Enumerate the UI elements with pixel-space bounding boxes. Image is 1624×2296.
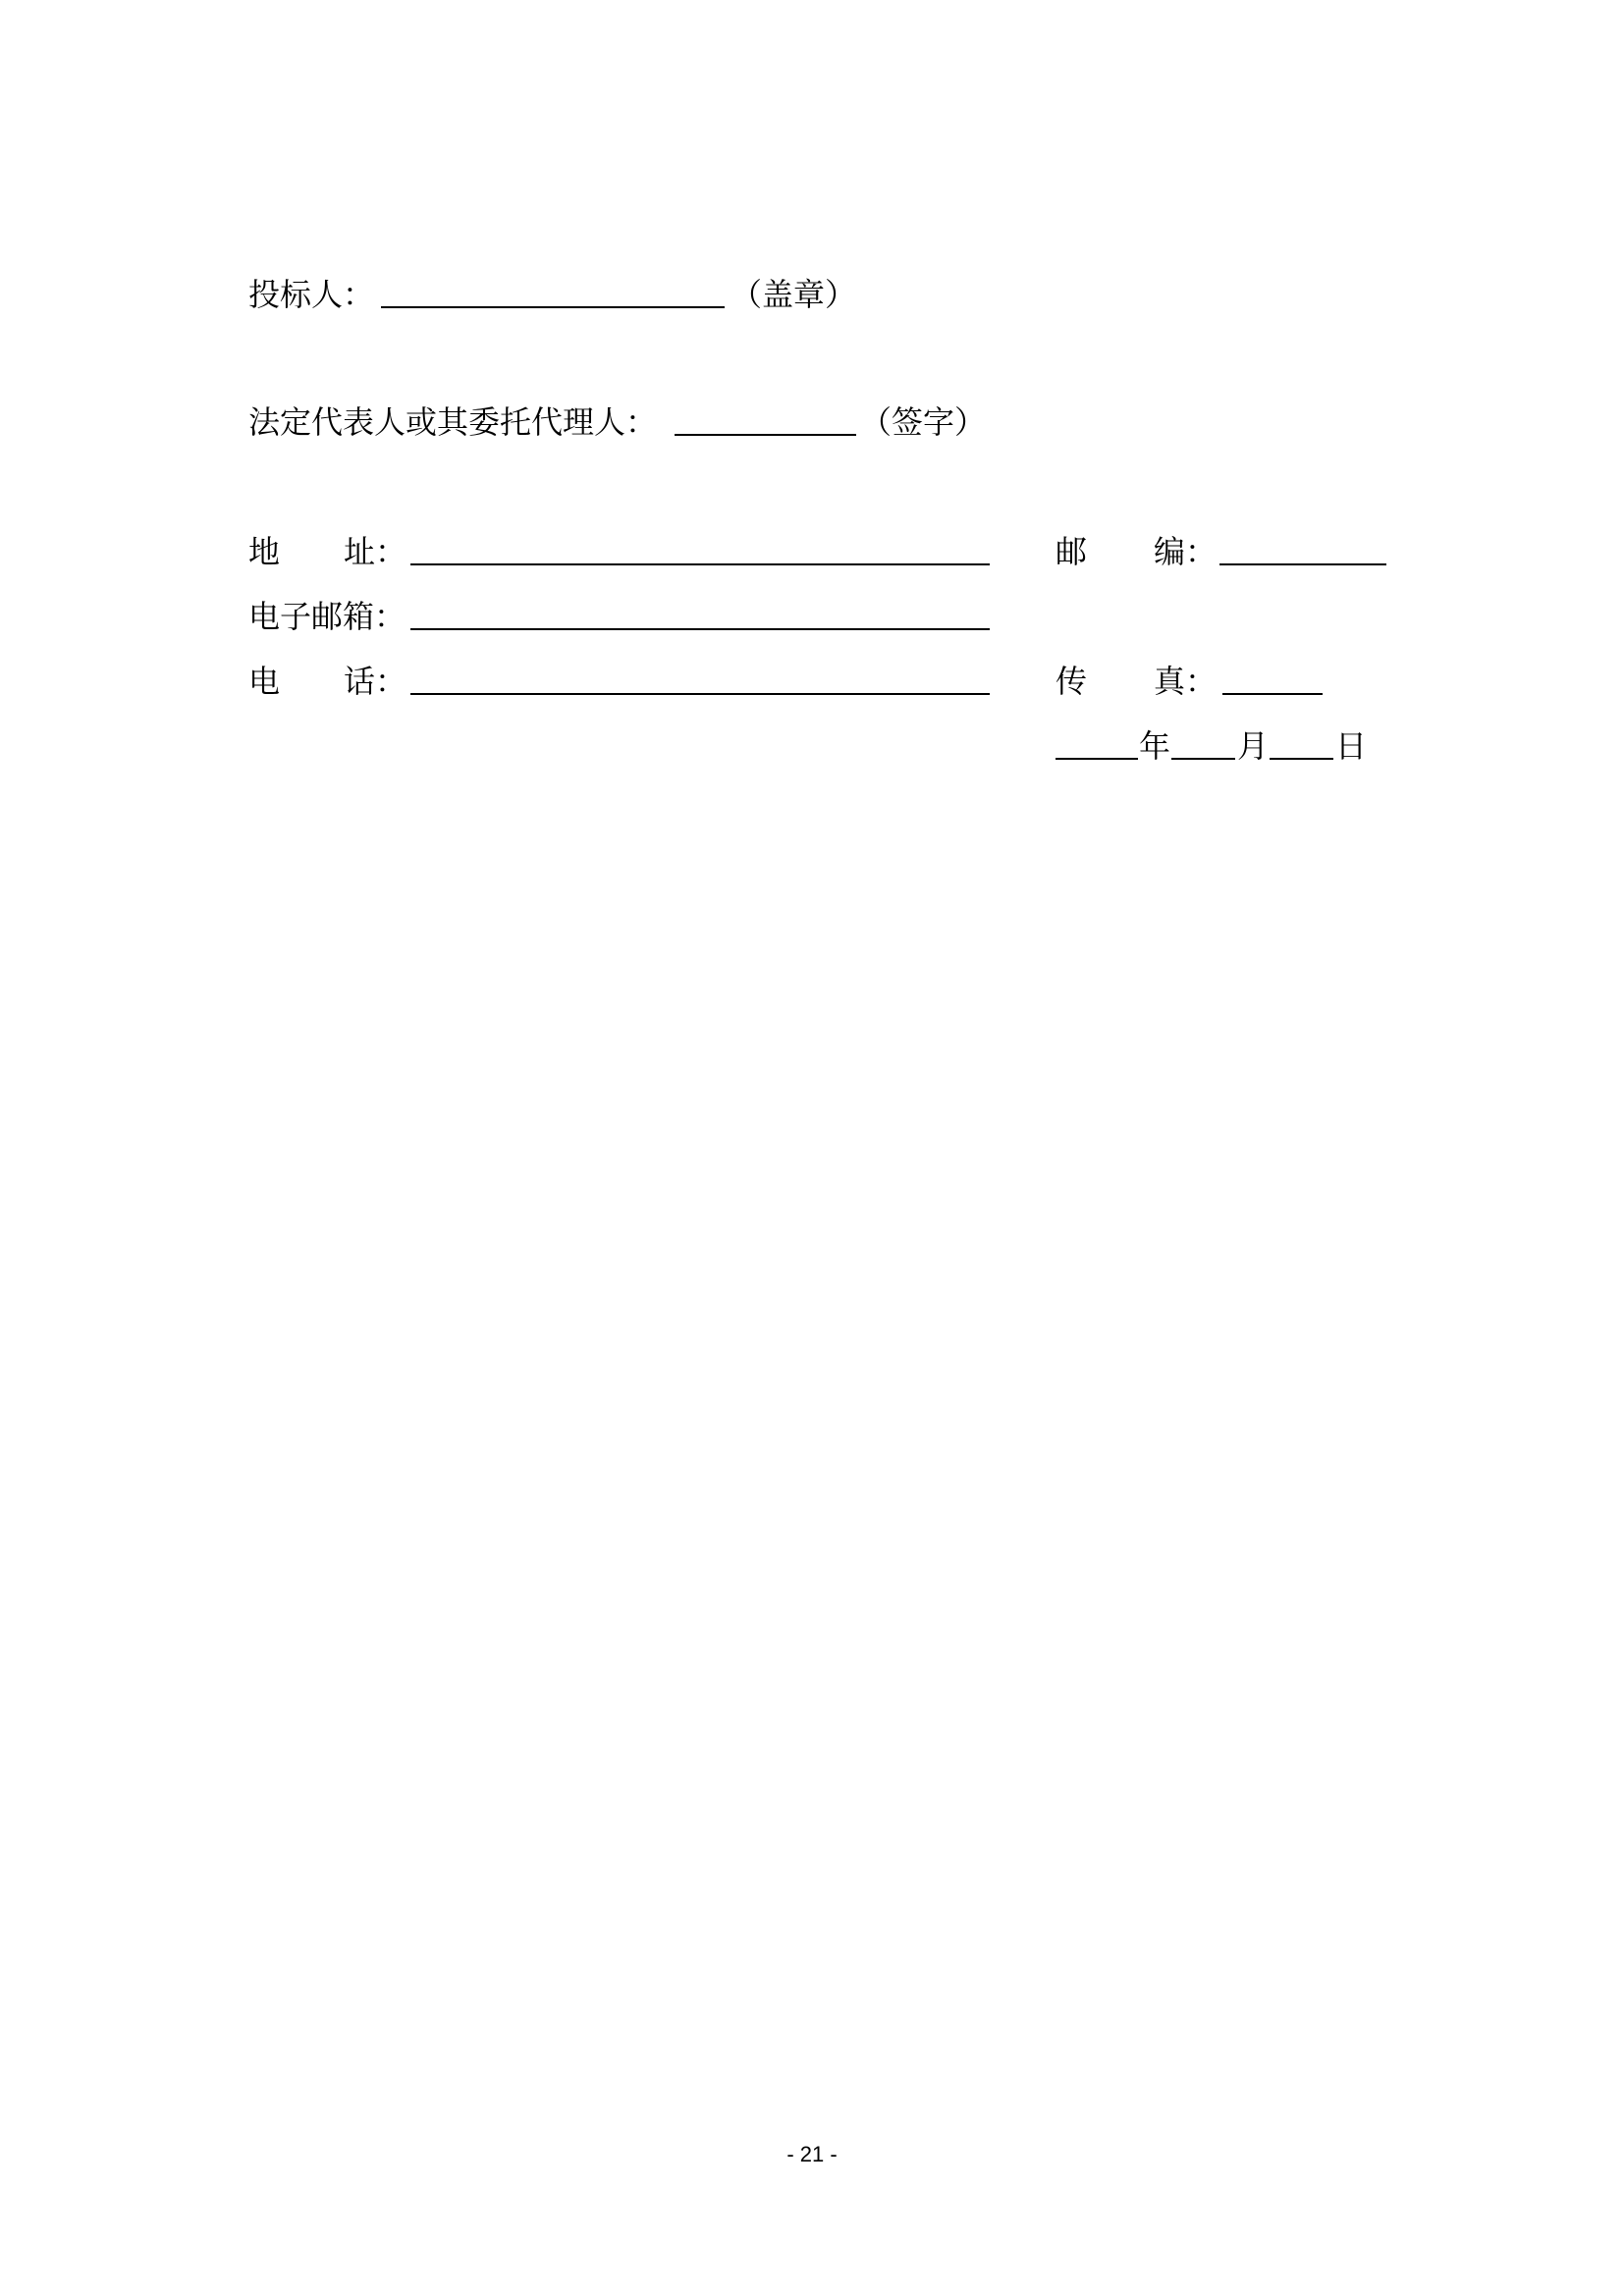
date-day-blank[interactable] (1270, 758, 1333, 760)
fax-label-char-1: 传 (1056, 663, 1088, 700)
bidder-seal-note: （盖章） (731, 276, 857, 313)
phone-label-char-2: 话： (344, 663, 407, 700)
date-month-label: 月 (1237, 727, 1270, 765)
bidder-blank[interactable] (381, 306, 725, 308)
representative-blank[interactable] (675, 434, 856, 436)
page-number: - 21 - (786, 2142, 838, 2166)
representative-label: 法定代表人或其委托代理人： (248, 403, 658, 441)
date-year-blank[interactable] (1056, 758, 1138, 760)
fax-label-char-2: 真： (1154, 663, 1218, 700)
address-blank[interactable] (410, 563, 990, 565)
postcode-label-char-2: 编： (1154, 533, 1218, 570)
email-label: 电子邮箱： (248, 598, 406, 635)
postcode-label-char-1: 邮 (1056, 533, 1088, 570)
representative-sign-note: （签字） (860, 403, 987, 441)
fax-blank[interactable] (1222, 693, 1323, 695)
bidder-label: 投标人： (248, 276, 375, 313)
date-year-label: 年 (1139, 727, 1171, 765)
postcode-blank[interactable] (1219, 563, 1386, 565)
date-day-label: 日 (1335, 727, 1368, 765)
date-month-blank[interactable] (1171, 758, 1235, 760)
phone-blank[interactable] (410, 693, 990, 695)
email-blank[interactable] (410, 628, 990, 630)
phone-label-char-1: 电 (248, 663, 281, 700)
address-label-char-2: 址： (344, 533, 407, 570)
address-label-char-1: 地 (248, 533, 281, 570)
